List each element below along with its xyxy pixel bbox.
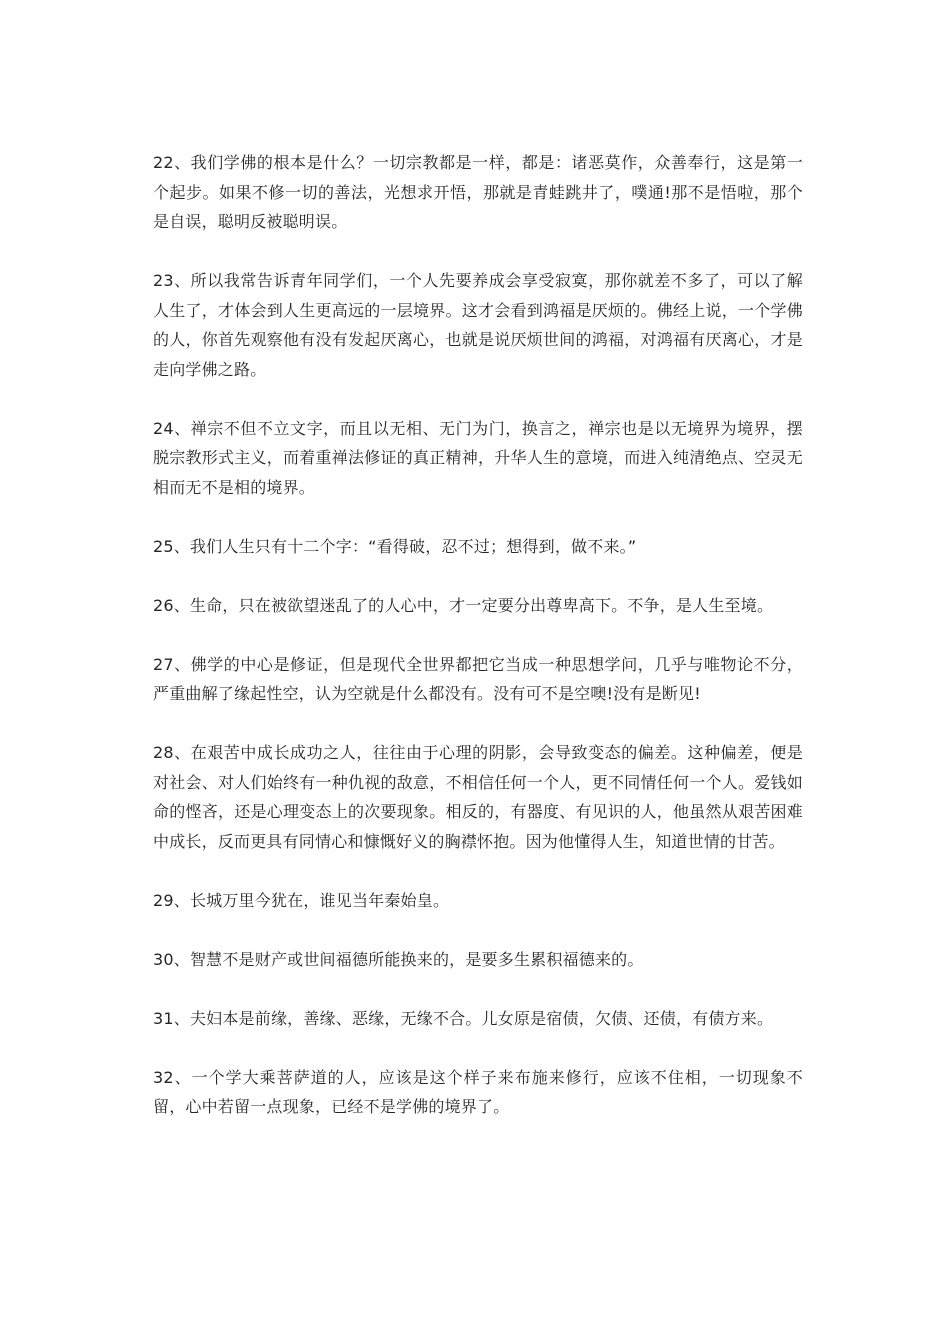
- quote-paragraph-22: 22、我们学佛的根本是什么？一切宗教都是一样，都是：诸恶莫作，众善奉行，这是第一个起步。如果不修一切的善法，光想求开悟，那就是青蛙跳井了，噗通!那不是悟啦，那个是自误，聪明反被聪明误。: [153, 153, 803, 231]
- quote-paragraph-26: 26、生命，只在被欲望迷乱了的人心中，才一定要分出尊卑高下。不争，是人生至境。: [153, 595, 774, 615]
- quote-paragraph-29: 29、长城万里今犹在，谁见当年秦始皇。: [153, 890, 450, 910]
- document-page: [153, 148, 803, 1151]
- quote-paragraph-28: 28、在艰苦中成长成功之人，往往由于心理的阴影，会导致变态的偏差。这种偏差，便是对社会、对人们始终有一种仇视的敌意，不相信任何一个人，更不同情任何一个人。爱钱如命的悭吝，还是心理变态上的次要现象。相反的，有器度、有见识的人，他虽然从艰苦困难中成长，反而更具有同情心和慷慨好义的胸襟怀抱。因为他懂得人生，知道世情的甘苦。: [153, 743, 803, 851]
- quote-paragraph-32: 32、一个学大乘菩萨道的人，应该是这个样子来布施来修行，应该不住相，一切现象不留，心中若留一点现象，已经不是学佛的境界了。: [153, 1067, 803, 1116]
- quote-paragraph-30: 30、智慧不是财产或世间福德所能换来的，是要多生累积福德来的。: [153, 949, 644, 969]
- quote-paragraph-31: 31、夫妇本是前缘，善缘、恶缘，无缘不合。儿女原是宿债，欠债、还债，有债方来。: [153, 1008, 774, 1028]
- quote-paragraph-24: 24、禅宗不但不立文字，而且以无相、无门为门，换言之，禅宗也是以无境界为境界，摆脱宗教形式主义，而着重禅法修证的真正精神，升华人生的意境，而进入纯清绝点、空灵无相而无不是相的境界。: [153, 418, 803, 497]
- quote-paragraph-27: 27、佛学的中心是修证，但是现代全世界都把它当成一种思想学问，几乎与唯物论不分，严重曲解了缘起性空，认为空就是什么都没有。没有可不是空噢!没有是断见!: [153, 654, 803, 703]
- quote-paragraph-25: 25、我们人生只有十二个字：“看得破，忍不过；想得到，做不来。”: [153, 536, 637, 556]
- quote-paragraph-23: 23、所以我常告诉青年同学们，一个人先要养成会享受寂寞，那你就差不多了，可以了解人生了，才体会到人生更高远的一层境界。这才会看到鸿福是厌烦的。佛经上说，一个学佛的人，你首先观察他有没有发起厌离心，也就是说厌烦世间的鸿福，对鸿福有厌离心，才是走向学佛之路。: [153, 271, 803, 379]
